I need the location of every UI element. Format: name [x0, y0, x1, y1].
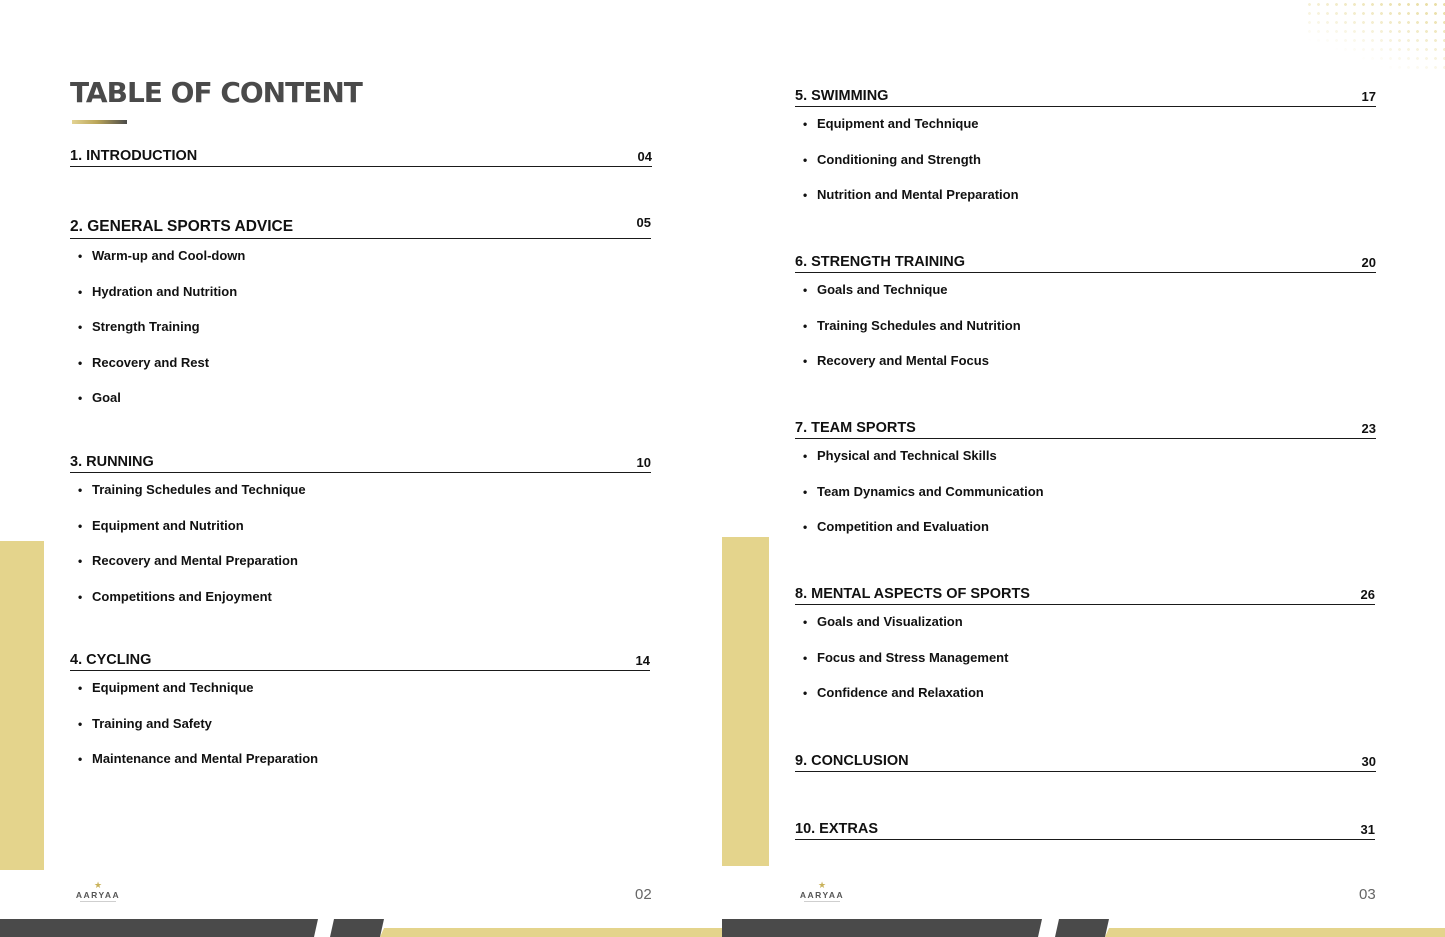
section-title: 4. CYCLING — [70, 652, 152, 668]
subsection-item[interactable]: • Training Schedules and Technique — [70, 473, 651, 509]
footer-stripes — [722, 919, 1445, 937]
section-page-number: 17 — [1361, 89, 1376, 104]
toc-section-mental-aspects[interactable] — [795, 586, 1375, 712]
subsection-item[interactable]: • Training and Safety — [70, 707, 650, 743]
left-page — [0, 0, 722, 937]
subsection-list — [70, 239, 651, 417]
subsection-item[interactable]: • Competition and Evaluation — [795, 510, 1376, 546]
section-title: 1. INTRODUCTION — [70, 148, 198, 164]
logo-tagline-line — [804, 901, 840, 902]
subsection-list — [70, 671, 650, 778]
subsection-item[interactable]: • Training Schedules and Nutrition — [795, 309, 1376, 345]
dot-pattern-decoration — [1305, 0, 1445, 70]
section-header — [795, 88, 1376, 107]
subsection-item[interactable]: • Goals and Visualization — [795, 605, 1375, 641]
section-page-number: 05 — [636, 215, 651, 230]
toc-section-general-sports-advice[interactable] — [70, 215, 651, 417]
toc-section-extras[interactable] — [795, 821, 1375, 840]
subsection-item[interactable]: • Equipment and Technique — [70, 671, 650, 707]
subsection-item[interactable]: • Equipment and Technique — [795, 107, 1376, 143]
subsection-item[interactable]: • Team Dynamics and Communication — [795, 475, 1376, 511]
section-page-number: 14 — [635, 653, 650, 668]
toc-section-introduction[interactable] — [70, 148, 652, 167]
subsection-list — [70, 473, 651, 615]
gold-side-bar — [0, 541, 44, 870]
section-title: 8. MENTAL ASPECTS OF SPORTS — [795, 586, 1030, 602]
subsection-item[interactable]: • Goals and Technique — [795, 273, 1376, 309]
section-header — [795, 254, 1376, 273]
toc-section-team-sports[interactable] — [795, 420, 1376, 546]
subsection-item[interactable]: • Nutrition and Mental Preparation — [795, 178, 1376, 214]
subsection-item[interactable]: • Equipment and Nutrition — [70, 509, 651, 545]
subsection-item[interactable]: • Goal — [70, 381, 651, 417]
subsection-item[interactable]: • Competitions and Enjoyment — [70, 580, 651, 616]
section-page-number: 31 — [1360, 822, 1375, 837]
subsection-item[interactable]: • Confidence and Relaxation — [795, 676, 1375, 712]
toc-section-cycling[interactable] — [70, 652, 650, 778]
toc-section-swimming[interactable] — [795, 88, 1376, 214]
footer-stripe-dark — [0, 919, 318, 937]
subsection-item[interactable]: • Recovery and Rest — [70, 346, 651, 382]
toc-section-strength-training[interactable] — [795, 254, 1376, 380]
page-number: 03 — [1359, 886, 1376, 903]
subsection-item[interactable]: • Warm-up and Cool-down — [70, 239, 651, 275]
subsection-item[interactable]: • Physical and Technical Skills — [795, 439, 1376, 475]
section-title: 7. TEAM SPORTS — [795, 420, 916, 436]
brand-logo — [68, 880, 128, 908]
subsection-list — [795, 605, 1375, 712]
section-header — [795, 420, 1376, 439]
right-page — [722, 0, 1445, 937]
subsection-list — [795, 273, 1376, 380]
section-page-number: 10 — [636, 455, 651, 470]
section-header — [70, 652, 650, 671]
footer-stripe-gold — [380, 928, 722, 937]
title-underline — [72, 120, 127, 124]
star-icon: ★ — [817, 880, 827, 890]
footer-stripe-gold — [1105, 928, 1445, 937]
section-title: 5. SWIMMING — [795, 88, 889, 104]
subsection-list — [795, 107, 1376, 214]
subsection-item[interactable]: • Recovery and Mental Focus — [795, 344, 1376, 380]
footer-stripe-dark-small — [1055, 919, 1109, 937]
brand-logo — [792, 880, 852, 908]
subsection-item[interactable]: • Recovery and Mental Preparation — [70, 544, 651, 580]
section-title: 9. CONCLUSION — [795, 753, 909, 769]
logo-tagline-line — [80, 901, 116, 902]
page-title: TABLE OF CONTENT — [70, 76, 362, 109]
section-page-number: 30 — [1361, 754, 1376, 769]
section-title: 2. GENERAL SPORTS ADVICE — [70, 218, 294, 235]
subsection-item[interactable]: • Maintenance and Mental Preparation — [70, 742, 650, 778]
section-title: 10. EXTRAS — [795, 821, 878, 837]
section-page-number: 23 — [1361, 421, 1376, 436]
subsection-item[interactable]: • Hydration and Nutrition — [70, 275, 651, 311]
section-header — [70, 148, 652, 167]
footer-stripes — [0, 919, 722, 937]
section-page-number: 20 — [1361, 255, 1376, 270]
toc-section-conclusion[interactable] — [795, 753, 1376, 772]
brand-name: AARYAA — [75, 890, 121, 900]
section-header — [70, 215, 651, 239]
section-title: 3. RUNNING — [70, 454, 154, 470]
footer-stripe-dark-small — [330, 919, 384, 937]
section-header — [70, 454, 651, 473]
gold-side-bar — [722, 537, 769, 866]
star-icon: ★ — [93, 880, 103, 890]
subsection-item[interactable]: • Conditioning and Strength — [795, 143, 1376, 179]
subsection-item[interactable]: • Focus and Stress Management — [795, 641, 1375, 677]
toc-section-running[interactable] — [70, 454, 651, 615]
section-title: 6. STRENGTH TRAINING — [795, 254, 965, 270]
footer-stripe-dark — [722, 919, 1042, 937]
brand-name: AARYAA — [799, 890, 845, 900]
section-header — [795, 586, 1375, 605]
section-page-number: 26 — [1360, 587, 1375, 602]
section-header — [795, 753, 1376, 772]
section-header — [795, 821, 1375, 840]
page-number: 02 — [635, 886, 652, 903]
subsection-item[interactable]: • Strength Training — [70, 310, 651, 346]
section-page-number: 04 — [637, 149, 652, 164]
subsection-list — [795, 439, 1376, 546]
